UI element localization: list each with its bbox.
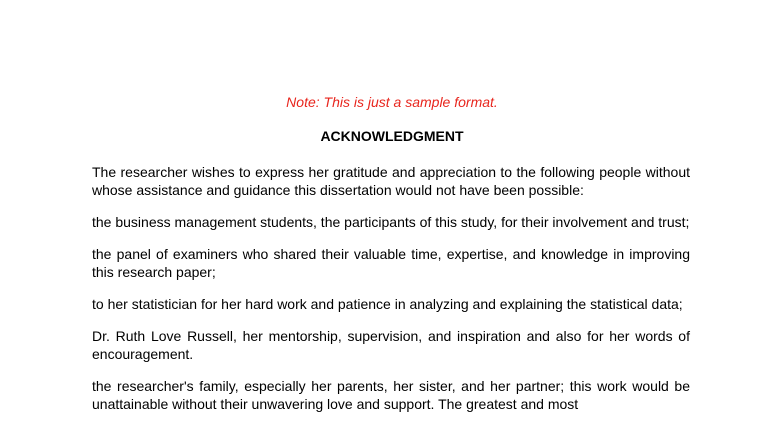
acknowledgment-body — [92, 163, 690, 427]
paragraph-family: the researcher's family, especially her parents, her sister, and her partner; this work would be unattainable without their unwavering love and support. The greatest and most — [92, 378, 690, 412]
paragraph-statistician: to her statistician for her hard work and patience in analyzing and explaining the statistical data; — [92, 296, 683, 312]
sample-format-note: Note: This is just a sample format. — [286, 94, 498, 110]
paragraph-intro: The researcher wishes to express her gratitude and appreciation to the following people without whose assistance and guidance this dissertation would not have been possible: — [92, 164, 690, 198]
paragraph-adviser: Dr. Ruth Love Russell, her mentorship, supervision, and inspiration and also for her words of encouragement. — [92, 328, 690, 362]
paragraph-students: the business management students, the participants of this study, for their involvement and trust; — [92, 214, 690, 230]
paragraph-panel: the panel of examiners who shared their valuable time, expertise, and knowledge in improving this research paper; — [92, 246, 690, 280]
acknowledgment-heading: ACKNOWLEDGMENT — [320, 128, 464, 144]
